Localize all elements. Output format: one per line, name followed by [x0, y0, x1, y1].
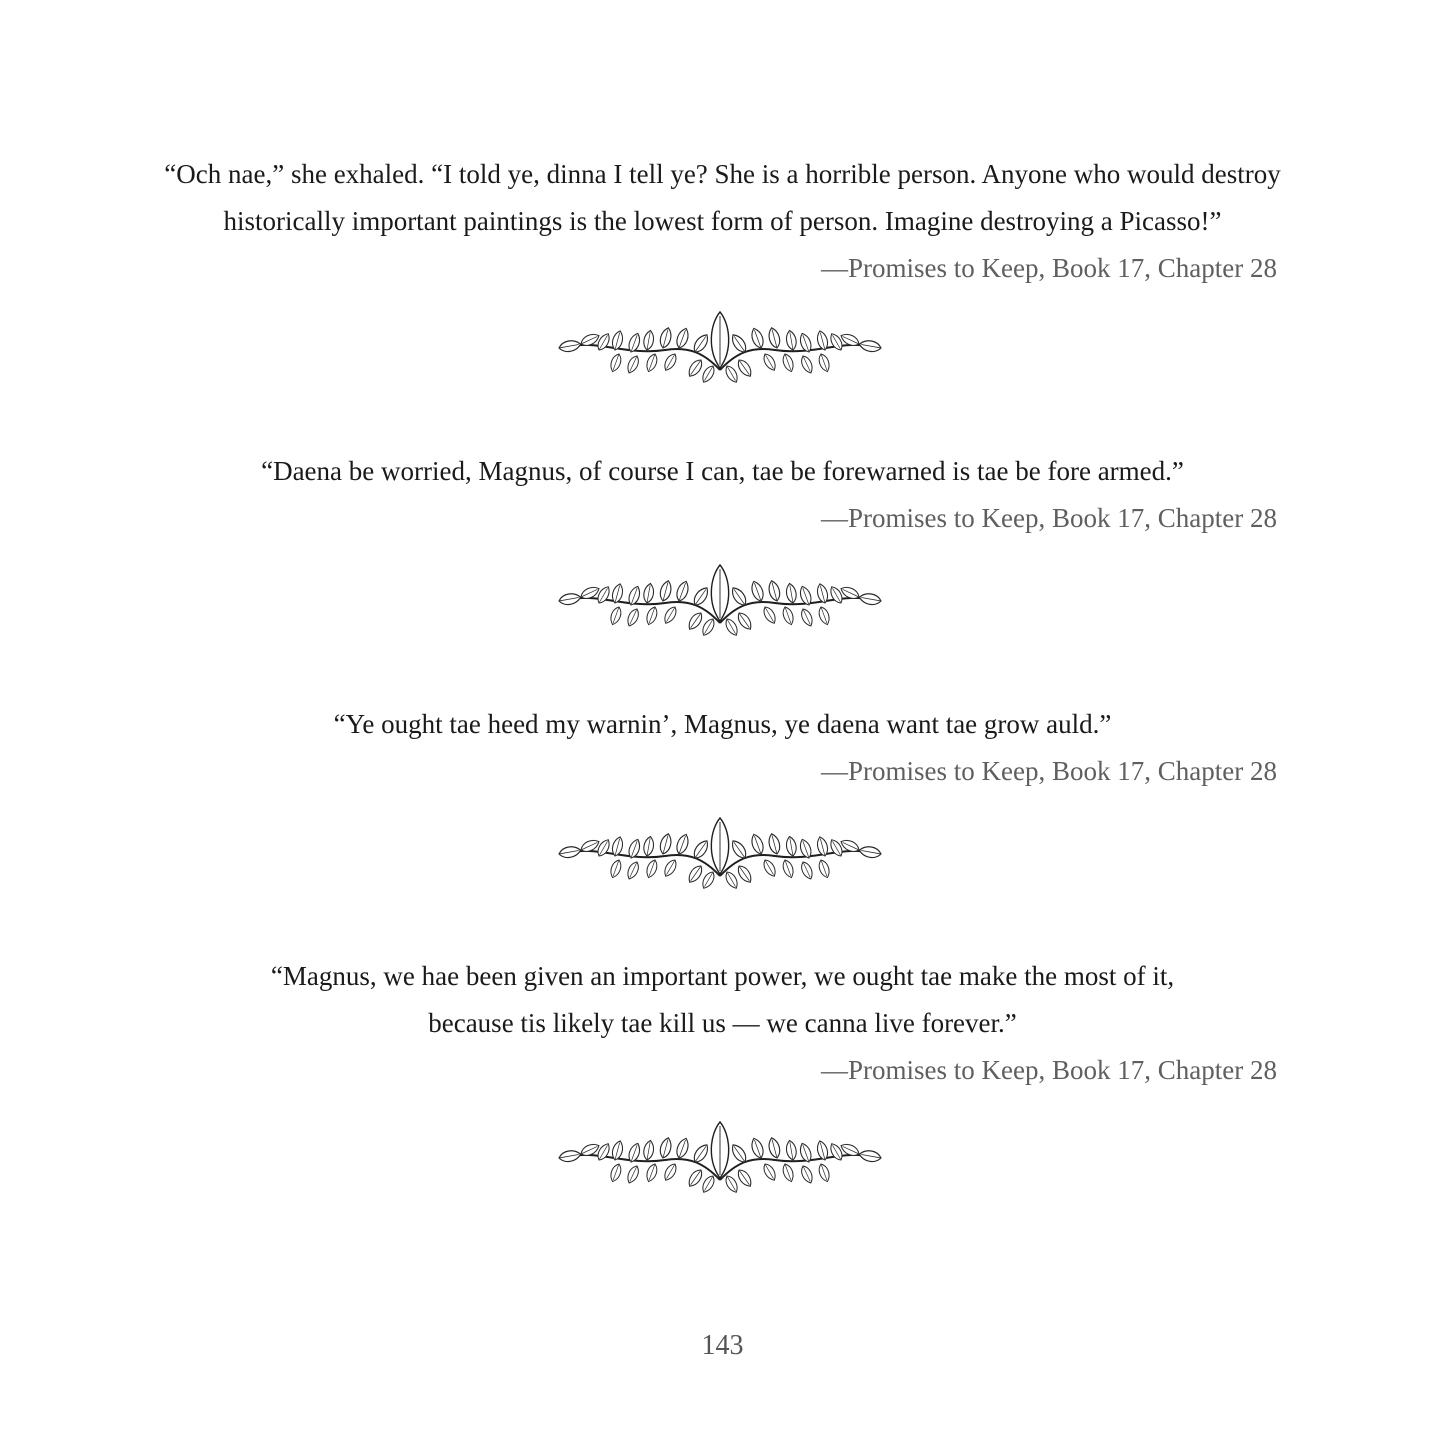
page-number: 143: [701, 1330, 744, 1361]
quote-text-line: “Ye ought tae heed my warnin’, Magnus, ye daena want tae grow auld.”: [333, 709, 1112, 739]
quote-attribution: —Promises to Keep, Book 17, Chapter 28: [821, 1055, 1277, 1085]
quote-text-line: “Och nae,” she exhaled. “I told ye, dinna I tell ye? She is a horrible person. Anyone who would destroy: [164, 159, 1281, 189]
quote-attribution: —Promises to Keep, Book 17, Chapter 28: [821, 503, 1277, 533]
quote-text-line: because tis likely tae kill us — we canna live forever.”: [428, 1008, 1017, 1038]
quote-attribution: —Promises to Keep, Book 17, Chapter 28: [821, 756, 1277, 786]
quote-text-line: historically important paintings is the lowest form of person. Imagine destroying a Picasso!”: [223, 206, 1222, 236]
quote-attribution: —Promises to Keep, Book 17, Chapter 28: [821, 253, 1277, 283]
quote-text-line: “Daena be worried, Magnus, of course I can, tae be forewarned is tae be fore armed.”: [261, 456, 1184, 486]
quote-text-line: “Magnus, we hae been given an important power, we ought tae make the most of it,: [270, 961, 1175, 991]
leaf-vine-divider-icon: [555, 816, 885, 892]
leaf-vine-divider-icon: [555, 310, 885, 386]
leaf-vine-divider-icon: [555, 1120, 885, 1196]
leaf-vine-divider-icon: [555, 563, 885, 639]
